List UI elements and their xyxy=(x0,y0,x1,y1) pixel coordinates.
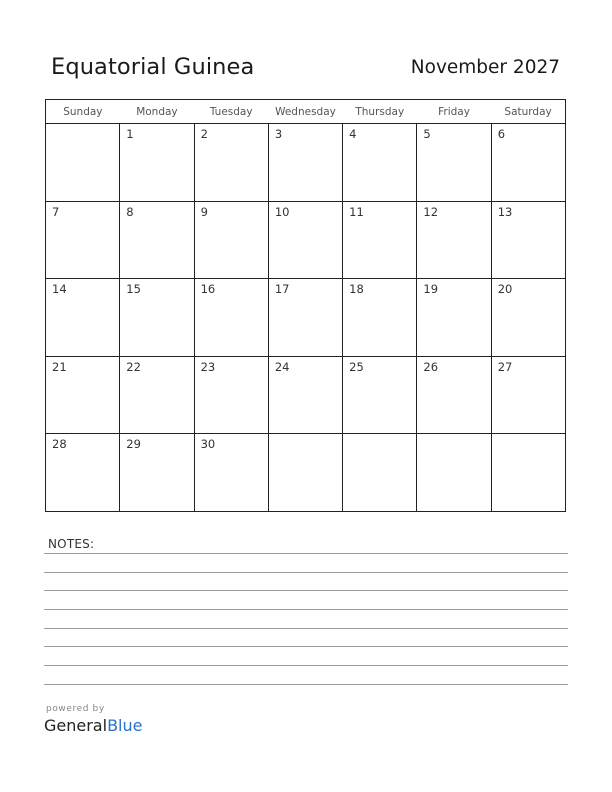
month-title: November 2027 xyxy=(410,57,560,78)
day-cell xyxy=(120,124,194,202)
note-line xyxy=(44,665,568,666)
week-row xyxy=(46,356,566,434)
day-cell xyxy=(417,124,491,202)
day-number: 2 xyxy=(200,127,208,141)
day-number: 26 xyxy=(423,359,439,374)
day-number: 10 xyxy=(274,204,290,219)
country-title: Equatorial Guinea xyxy=(51,54,255,80)
day-cell xyxy=(491,434,565,512)
day-cell xyxy=(417,279,491,357)
day-cell xyxy=(46,201,120,279)
week-row xyxy=(46,434,566,512)
note-line xyxy=(44,590,568,591)
week-row xyxy=(46,124,566,202)
note-line xyxy=(44,572,568,573)
weekday-friday: Friday xyxy=(417,100,491,124)
day-cell xyxy=(120,434,194,512)
day-number: 6 xyxy=(497,127,506,141)
day-number: 9 xyxy=(200,204,208,219)
day-cell xyxy=(491,124,565,202)
calendar-grid xyxy=(45,99,566,512)
day-number: 5 xyxy=(423,127,431,141)
day-number: 15 xyxy=(126,282,141,297)
note-line xyxy=(44,646,568,647)
day-cell xyxy=(491,356,565,434)
day-cell xyxy=(46,356,120,434)
brand-general: General xyxy=(44,716,108,735)
day-cell xyxy=(46,124,120,202)
note-line xyxy=(44,628,568,629)
day-number: 12 xyxy=(423,204,439,219)
day-number: 22 xyxy=(126,359,141,374)
brand-logo[interactable] xyxy=(44,716,142,735)
day-number: 8 xyxy=(126,204,134,219)
day-number: 11 xyxy=(349,204,364,219)
day-cell xyxy=(417,434,491,512)
day-cell xyxy=(268,201,342,279)
day-number: 18 xyxy=(349,282,364,297)
week-row xyxy=(46,279,566,357)
day-cell xyxy=(417,201,491,279)
day-cell xyxy=(46,279,120,357)
day-cell xyxy=(46,434,120,512)
day-cell xyxy=(120,201,194,279)
day-cell xyxy=(268,434,342,512)
weekday-wednesday: Wednesday xyxy=(268,100,342,124)
day-cell xyxy=(194,201,268,279)
day-cell xyxy=(268,279,342,357)
weekday-header-row xyxy=(46,100,566,124)
week-row xyxy=(46,201,566,279)
day-number: 1 xyxy=(126,127,134,141)
powered-by-text: powered by xyxy=(46,704,105,714)
day-number: 14 xyxy=(52,282,67,297)
day-number: 24 xyxy=(274,359,290,374)
day-number xyxy=(46,124,119,127)
day-number: 25 xyxy=(349,359,364,374)
day-number xyxy=(269,434,342,437)
day-number: 17 xyxy=(274,282,290,297)
note-line xyxy=(44,684,568,685)
day-number: 7 xyxy=(52,204,60,219)
day-number: 20 xyxy=(497,282,513,297)
day-number: 21 xyxy=(52,359,67,374)
day-cell xyxy=(268,124,342,202)
day-number xyxy=(343,434,416,437)
day-number xyxy=(417,434,490,437)
day-cell xyxy=(343,279,417,357)
day-cell xyxy=(343,124,417,202)
day-cell xyxy=(194,124,268,202)
day-number: 16 xyxy=(200,282,216,297)
note-line xyxy=(44,609,568,610)
note-line xyxy=(44,553,568,554)
day-cell xyxy=(268,356,342,434)
day-number: 28 xyxy=(52,437,67,452)
weekday-sunday: Sunday xyxy=(46,100,120,124)
weekday-monday: Monday xyxy=(120,100,194,124)
day-cell xyxy=(343,356,417,434)
day-cell xyxy=(194,279,268,357)
day-number: 19 xyxy=(423,282,439,297)
brand-blue: Blue xyxy=(107,716,143,735)
day-number: 27 xyxy=(497,359,513,374)
day-cell xyxy=(120,279,194,357)
notes-label: NOTES: xyxy=(48,537,95,551)
weekday-tuesday: Tuesday xyxy=(194,100,268,124)
day-cell xyxy=(491,279,565,357)
day-number: 23 xyxy=(200,359,216,374)
day-cell xyxy=(491,201,565,279)
day-cell xyxy=(343,434,417,512)
day-cell xyxy=(343,201,417,279)
day-number: 30 xyxy=(200,437,216,452)
weekday-thursday: Thursday xyxy=(343,100,417,124)
day-cell xyxy=(120,356,194,434)
day-number xyxy=(492,434,565,437)
day-number: 4 xyxy=(349,127,357,141)
weekday-saturday: Saturday xyxy=(491,100,565,124)
day-number: 29 xyxy=(126,437,141,452)
day-cell xyxy=(194,356,268,434)
day-cell xyxy=(194,434,268,512)
day-number: 13 xyxy=(497,204,513,219)
day-cell xyxy=(417,356,491,434)
day-number: 3 xyxy=(274,127,283,141)
